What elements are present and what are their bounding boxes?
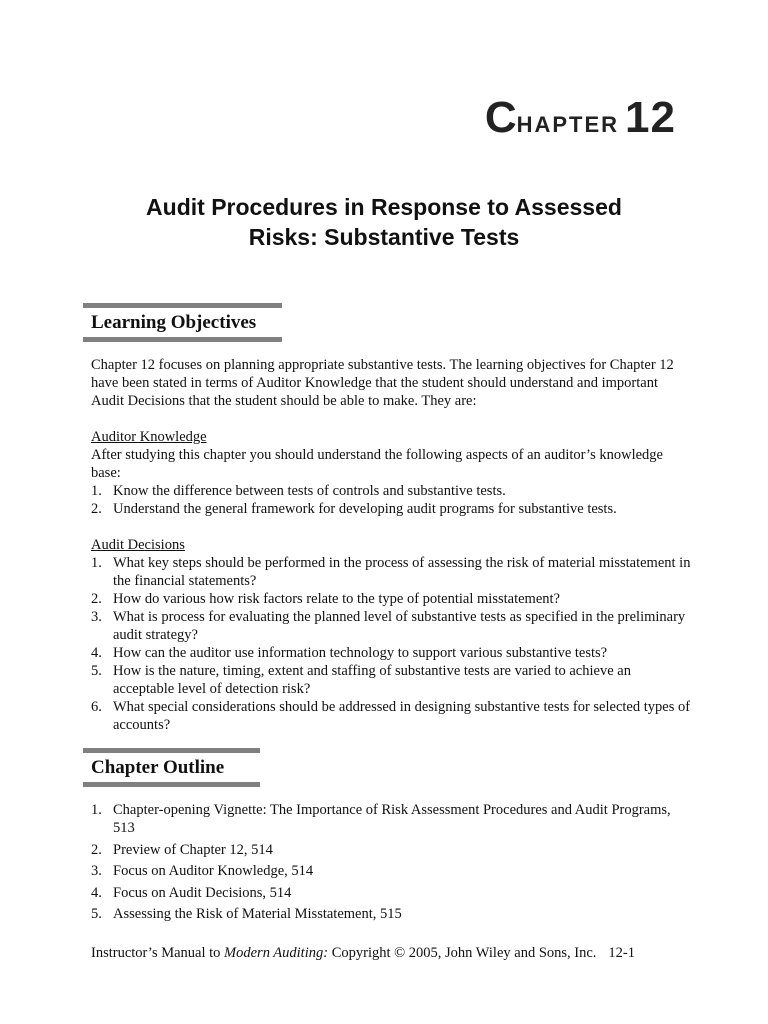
chapter-word: HAPTER [516, 112, 620, 137]
item-number: 5. [91, 663, 102, 679]
item-number: 3. [91, 863, 102, 879]
chapter-title-line-2: Risks: Substantive Tests [248, 224, 520, 250]
item-text: Know the difference between tests of controls and substantive tests. [113, 483, 506, 499]
footer-copyright: Copyright © 2005, John Wiley and Sons, Inc. [328, 945, 597, 961]
item-text: Preview of Chapter 12, 514 [113, 841, 273, 858]
list-item [91, 862, 691, 880]
item-number: 1. [91, 483, 102, 499]
item-number: 3. [91, 609, 102, 625]
list-item [91, 698, 691, 734]
chapter-initial: C [484, 93, 518, 142]
list-item [91, 500, 691, 518]
auditor-knowledge-section [91, 428, 691, 518]
footer-book-title: Modern Auditing: [224, 945, 329, 961]
item-text: What special considerations should be addressed in designing substantive tests for selected types of accounts? [113, 699, 691, 733]
item-number: 6. [91, 699, 102, 715]
list-item [91, 662, 691, 698]
item-text: How can the auditor use information technology to support various substantive tests? [113, 645, 608, 661]
list-item [91, 590, 691, 608]
learning-objectives-intro: Chapter 12 focuses on planning appropriate substantive tests. The learning objectives for Chapter 12 have been stated in terms of Auditor Knowledge that the student should understand and important Audit Decisions that the student should be able to make. They are: [91, 357, 674, 409]
item-number: 4. [91, 645, 102, 661]
list-item [91, 905, 691, 923]
item-text: What key steps should be performed in the process of assessing the risk of material misstatement in the financial statements? [113, 555, 691, 589]
list-item [91, 644, 691, 662]
item-text: How do various how risk factors relate to the type of potential misstatement? [113, 591, 560, 607]
chapter-outline-list [91, 801, 691, 927]
chapter-number: 12 [625, 93, 676, 142]
list-item [91, 884, 691, 902]
item-number: 2. [91, 841, 102, 858]
item-number: 1. [91, 555, 102, 571]
list-item [91, 482, 691, 500]
item-text: Understand the general framework for developing audit programs for substantive tests. [113, 501, 617, 517]
item-number: 2. [91, 501, 102, 517]
item-text: Focus on Auditor Knowledge, 514 [113, 863, 314, 879]
chapter-title [0, 192, 768, 252]
learning-objectives-heading: Learning Objectives [83, 303, 282, 342]
item-number: 1. [91, 802, 102, 818]
list-item [91, 841, 691, 859]
item-text: How is the nature, timing, extent and staffing of substantive tests are varied to achieve an acceptable level of detection risk? [113, 663, 631, 697]
list-item [91, 608, 691, 644]
item-number: 4. [91, 884, 102, 901]
item-text: What is process for evaluating the planned level of substantive tests as specified in the preliminary audit strategy? [113, 609, 686, 643]
list-item [91, 801, 691, 837]
page-number: 12-1 [608, 945, 636, 961]
chapter-outline-heading: Chapter Outline [83, 748, 260, 787]
chapter-title-line-1: Audit Procedures in Response to Assessed [146, 194, 622, 220]
footer-prefix: Instructor’s Manual to [91, 945, 225, 961]
auditor-knowledge-list [91, 482, 691, 518]
list-item [91, 554, 691, 590]
auditor-knowledge-lead: After studying this chapter you should understand the following aspects of an auditor’s knowledge base: [91, 447, 663, 481]
audit-decisions-list [91, 554, 691, 734]
auditor-knowledge-heading: Auditor Knowledge [91, 429, 207, 445]
item-text: Assessing the Risk of Material Misstatement, 515 [113, 906, 402, 922]
item-text: Focus on Audit Decisions, 514 [113, 884, 292, 901]
item-number: 2. [91, 591, 102, 607]
audit-decisions-section [91, 536, 691, 734]
audit-decisions-heading: Audit Decisions [91, 537, 185, 553]
page-footer [91, 944, 691, 962]
chapter-heading [484, 93, 676, 142]
item-text: Chapter-opening Vignette: The Importance of Risk Assessment Procedures and Audit Programs, 513 [113, 802, 671, 836]
item-number: 5. [91, 906, 102, 922]
